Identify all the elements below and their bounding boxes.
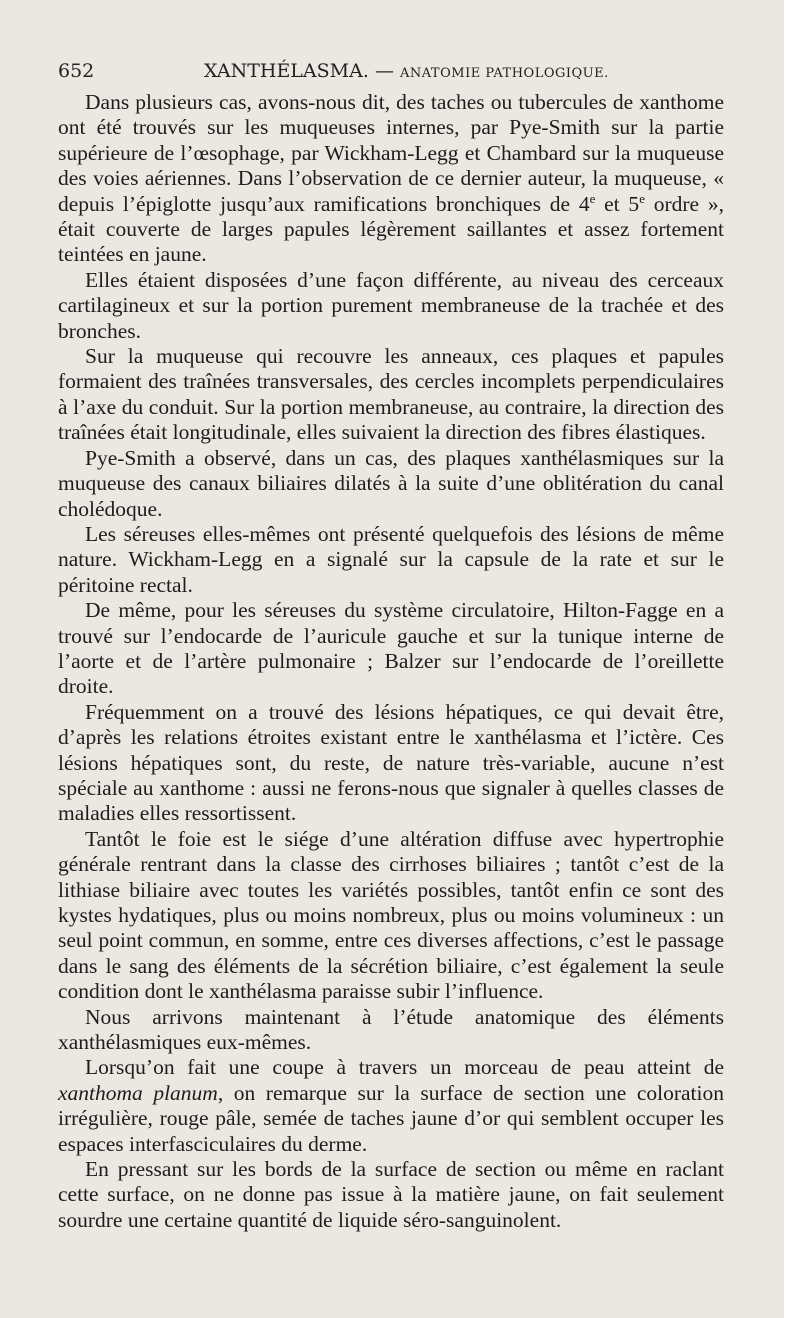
paragraph-6: De même, pour les séreuses du système circulatoire, Hilton-Fagge en a trouvé sur l’endocarde de l’auricule gauche et sur la tunique interne de l’aorte et de l’artère pulmonaire ; Balzer sur l’endocarde de l’oreillette droite. — [58, 598, 724, 699]
ordinal-suffix: e — [589, 191, 596, 206]
paragraph-10 — [58, 1055, 724, 1157]
header-separator: — — [374, 60, 394, 82]
paragraph-5: Les séreuses elles-mêmes ont présenté quelquefois des lésions de même nature. Wickham-Legg en a signalé sur la capsule de la rate et sur le péritoine rectal. — [58, 521, 724, 597]
paragraph-11: En pressant sur les bords de la surface de section ou même en raclant cette surface, on ne donne pas issue à la matière jaune, on fait seulement sourdre une certaine quantité de liquide séro-sanguinolent. — [58, 1157, 724, 1232]
paragraph-7: Fréquemment on a trouvé des lésions hépatiques, ce qui devait être, d’après les relations étroites existant entre le xanthélasma et l’ictère. Ces lésions hépatiques sont, du reste, de nature très-variable, aucune n’est spéciale au xanthome : aussi ne ferons-nous que signaler à quelles classes de maladies elles ressortissent. — [58, 699, 724, 826]
header-subtitle: ANATOMIE PATHOLOGIQUE. — [399, 66, 609, 81]
running-title — [204, 60, 609, 82]
italic-term: xanthoma planum — [58, 1080, 218, 1105]
margin-strip — [784, 0, 800, 1318]
running-header — [58, 60, 726, 84]
paragraph-9: Nous arrivons maintenant à l’étude anatomique des éléments xanthélasmiques eux-mêmes. — [58, 1004, 724, 1055]
paragraph-1-text: Dans plusieurs cas, avons-nous dit, des taches ou tubercules de xanthome ont été trouvés sur les muqueuses internes, par Pye-Smith sur la partie supérieure de l’œsophage, par Wickham-Legg et Chambard sur la muqueuse des voies aériennes. Dans l’observation de ce dernier auteur, la muqueuse, « depuis l’épiglotte jusqu’aux ramifications bronchiques de 4 — [58, 90, 724, 216]
paragraph-2: Elles étaient disposées d’une façon différente, au niveau des cerceaux cartilagineux et sur la portion purement membraneuse de la trachée et des bronches. — [58, 267, 724, 343]
paragraph-3: Sur la muqueuse qui recouvre les anneaux, ces plaques et papules formaient des traînées transversales, des cercles incomplets perpendiculaires à l’axe du conduit. Sur la portion membraneuse, au contraire, la direction des traînées était longitudinale, elles suivaient la direction des fibres élastiques. — [58, 344, 724, 445]
paragraph-10-start: Lorsqu’on fait une coupe à travers un morceau de peau atteint de — [85, 1055, 724, 1080]
ordinal-suffix: e — [639, 191, 645, 206]
paragraph-1-mid: et 5 — [595, 191, 640, 216]
page-number: 652 — [58, 60, 95, 82]
header-title: XANTHÉLASMA. — [204, 60, 369, 82]
paragraph-8: Tantôt le foie est le siége d’une altération diffuse avec hypertrophie générale rentrant dans la classe des cirrhoses biliaires ; tantôt c’est de la lithiase biliaire avec toutes les variétés possibles, tantôt enfin ce sont des kystes hydatiques, plus ou moins nombreux, plus ou moins volumineux : un seul point commun, en somme, entre ces diverses affections, c’est le passage dans le sang des éléments de la sécrétion biliaire, c’est également la seule condition dont le xanthélasma paraisse subir l’influence. — [58, 826, 724, 1004]
paragraph-1-end: ordre », était couverte de larges papules légèrement saillantes et assez fortement teintées en jaune. — [58, 191, 724, 267]
paragraph-4: Pye-Smith a observé, dans un cas, des plaques xanthélasmiques sur la muqueuse des canaux biliaires dilatés à la suite d’une oblitération du canal cholédoque. — [58, 445, 724, 521]
paragraph-1 — [58, 90, 724, 268]
body-text — [58, 90, 724, 1233]
paragraph-10-end: , on remarque sur la surface de section une coloration irrégulière, rouge pâle, semée de taches jaune d’or qui semblent occuper les espaces interfasciculaires du derme. — [58, 1080, 724, 1156]
